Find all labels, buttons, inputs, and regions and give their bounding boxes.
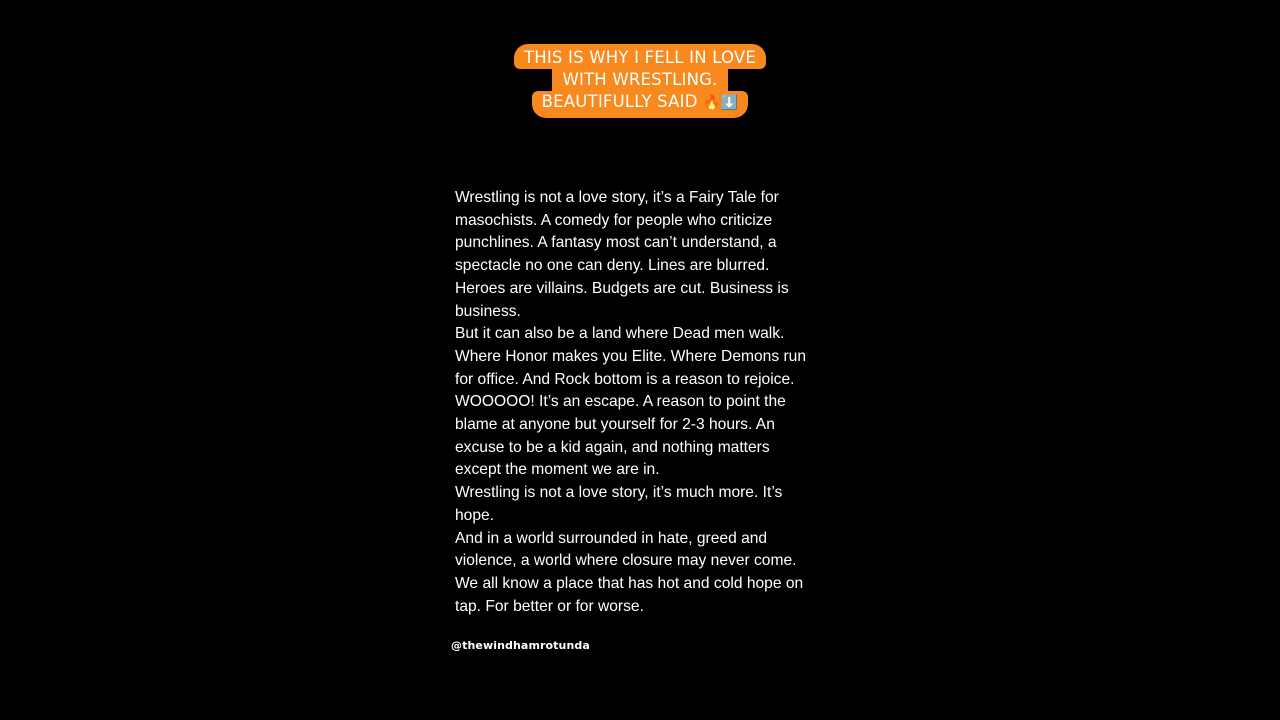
caption-line-2: WITH WRESTLING. <box>552 69 727 91</box>
caption-line-3-text: BEAUTIFULLY SAID <box>541 92 698 111</box>
caption-sticker <box>0 44 1280 118</box>
fire-down-arrow-icon: 🔥⬇️ <box>703 95 739 111</box>
quote-text <box>455 187 807 618</box>
quote-paragraph-1: Wrestling is not a love story, it’s a Fairy Tale for masochists. A comedy for people who criticize punchlines. A fantasy most can’t understand, a spectacle no one can deny. Lines are blurred. Heroes are villains. Budgets are cut. Business is business. <box>455 189 789 320</box>
caption-line-3 <box>532 91 749 118</box>
caption-line-1: THIS IS WHY I FELL IN LOVE <box>514 44 766 69</box>
quote-paragraph-3: Wrestling is not a love story, it’s much more. It’s hope. <box>455 484 783 524</box>
quote-paragraph-2: But it can also be a land where Dead men walk. Where Honor makes you Elite. Where Demons run for office. And Rock bottom is a reason to rejoice. WOOOOO! It’s an escape. A reason to point the blame at anyone but yourself for 2-3 hours. An excuse to be a kid again, and nothing matters except the moment we are in. <box>455 325 806 479</box>
author-handle[interactable]: @thewindhamrotunda <box>451 639 590 652</box>
quote-paragraph-4: And in a world surrounded in hate, greed and violence, a world where closure may never come. We all know a place that has hot and cold hope on tap. For better or for worse. <box>455 529 804 615</box>
